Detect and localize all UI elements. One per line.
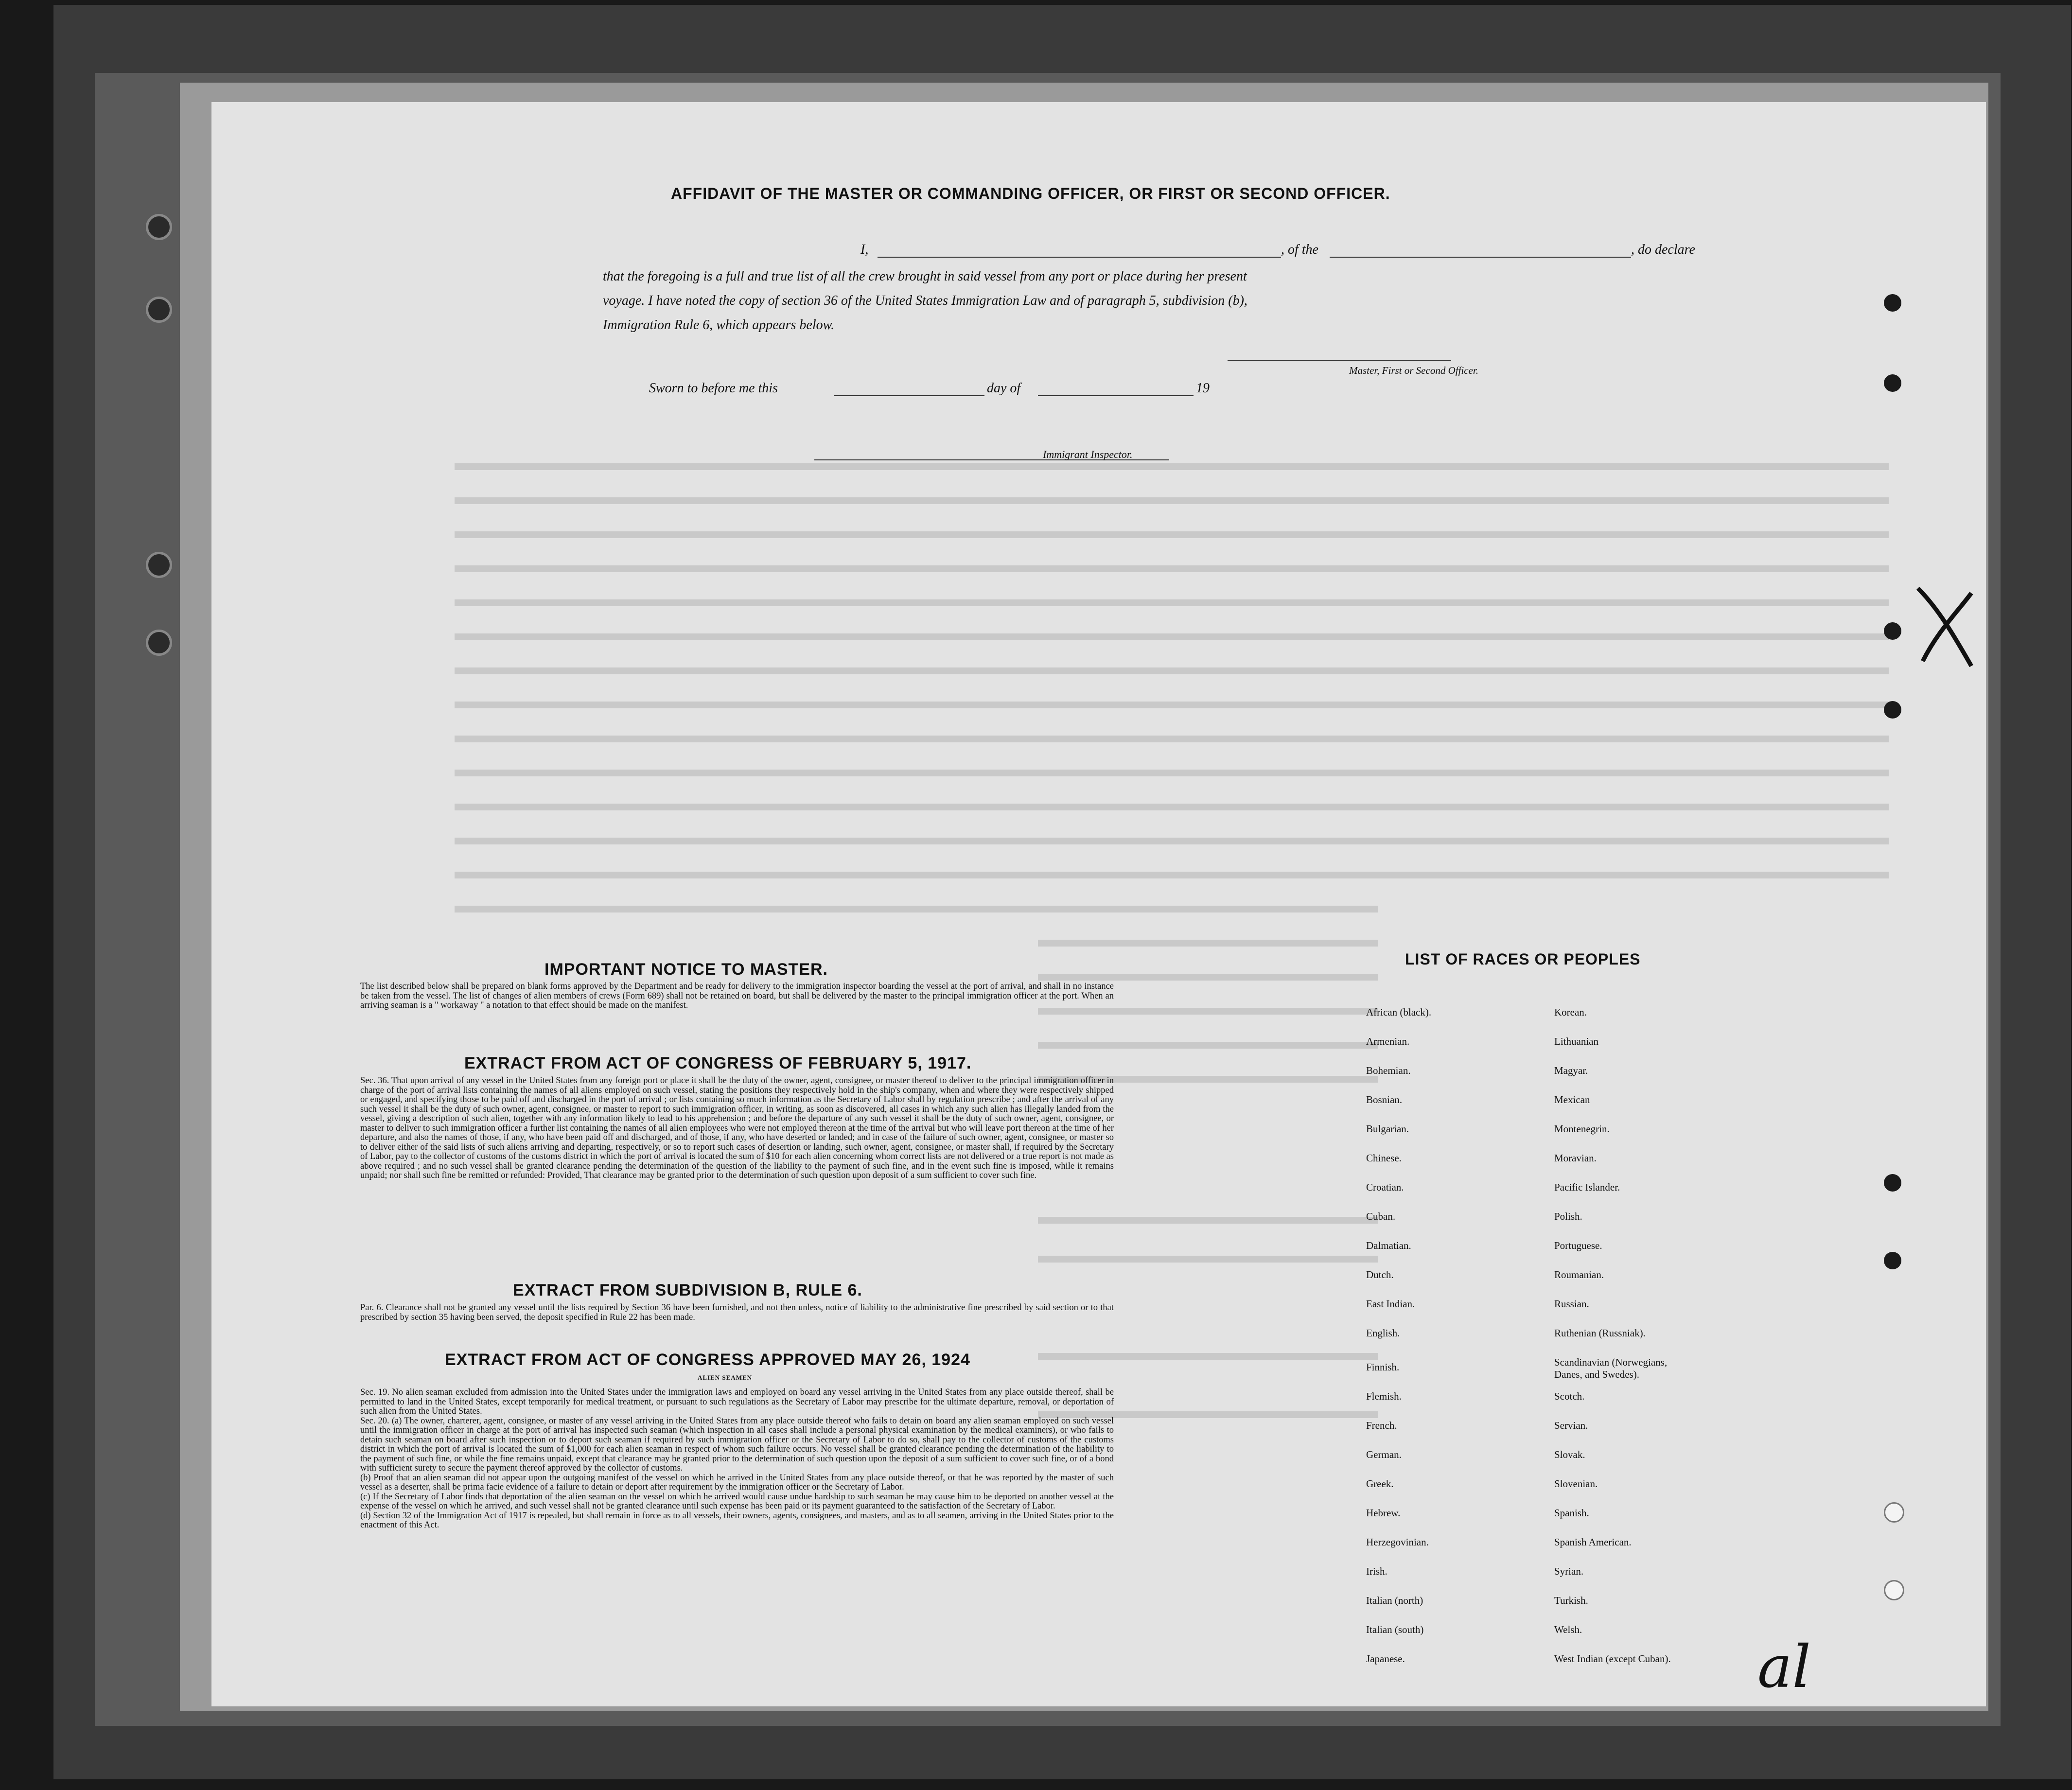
sworn-day-of: day of xyxy=(987,381,1021,396)
punch-hole-icon xyxy=(1884,1580,1904,1600)
binder-ring-icon xyxy=(146,214,172,240)
handwritten-x-mark-icon xyxy=(1908,579,1981,676)
affidavit-i: I, xyxy=(860,242,869,257)
position-blank-line xyxy=(1330,257,1631,258)
race-item: Polish. xyxy=(1554,1211,1582,1222)
race-item: Korean. xyxy=(1554,1006,1587,1018)
sworn-text: Sworn to before me this xyxy=(649,381,778,396)
race-item: Portuguese. xyxy=(1554,1240,1602,1251)
race-item: African (black). xyxy=(1366,1006,1432,1018)
race-item: Japanese. xyxy=(1366,1653,1405,1665)
race-item: Spanish. xyxy=(1554,1507,1589,1519)
races-title: LIST OF RACES OR PEOPLES xyxy=(1405,950,1641,968)
race-item: Turkish. xyxy=(1554,1595,1588,1606)
race-item: Welsh. xyxy=(1554,1624,1582,1635)
race-item: Hebrew. xyxy=(1366,1507,1401,1519)
binder-ring-icon xyxy=(146,552,172,578)
race-item: Roumanian. xyxy=(1554,1269,1604,1281)
race-item: Magyar. xyxy=(1554,1065,1588,1076)
race-item: English. xyxy=(1366,1327,1400,1339)
affidavit-line-4: Immigration Rule 6, which appears below. xyxy=(603,317,835,333)
sworn-line xyxy=(649,381,1475,398)
handwritten-initials: al xyxy=(1757,1633,1811,1701)
race-item: Spanish American. xyxy=(1554,1536,1632,1548)
race-item: Moravian. xyxy=(1554,1152,1597,1164)
race-item: Bosnian. xyxy=(1366,1094,1403,1106)
alien-seamen-subtitle: ALIEN SEAMEN xyxy=(698,1374,753,1381)
race-item: Mexican xyxy=(1554,1094,1590,1106)
race-item: Russian. xyxy=(1554,1298,1589,1310)
punch-hole-icon xyxy=(1884,1174,1901,1192)
race-item: Syrian. xyxy=(1554,1565,1584,1577)
race-item: Irish. xyxy=(1366,1565,1387,1577)
sworn-year: 19 xyxy=(1196,381,1210,396)
affidavit-of-the: , of the xyxy=(1281,242,1318,257)
race-item: Flemish. xyxy=(1366,1390,1402,1402)
name-blank-line xyxy=(878,257,1281,258)
sworn-day-blank xyxy=(834,395,984,396)
punch-hole-icon xyxy=(1884,1252,1901,1269)
binder-ring-icon xyxy=(146,297,172,323)
punch-hole-icon xyxy=(1884,374,1901,392)
notice-title: IMPORTANT NOTICE TO MASTER. xyxy=(544,960,828,979)
race-item: Italian (south) xyxy=(1366,1624,1424,1635)
inspector-caption: Immigrant Inspector. xyxy=(1043,448,1133,460)
race-item: Croatian. xyxy=(1366,1181,1404,1193)
signature-line xyxy=(1228,360,1451,361)
race-item: Lithuanian xyxy=(1554,1035,1598,1047)
affidavit-line-1 xyxy=(649,242,1767,260)
race-item: Montenegrin. xyxy=(1554,1123,1610,1135)
race-item: French. xyxy=(1366,1420,1397,1431)
affidavit-line-2: that the foregoing is a full and true list of all the crew brought in said vessel from any port or place during her present xyxy=(603,269,1247,284)
binder-ring-icon xyxy=(146,630,172,656)
affidavit-line-3: voyage. I have noted the copy of section 36 of the United States Immigration Law and of paragraph 5, subdivision (b), xyxy=(603,293,1247,308)
race-item: East Indian. xyxy=(1366,1298,1415,1310)
notice-text: The list described below shall be prepared on blank forms approved by the Department and be ready for delivery to the immigration inspector boarding the vessel at the port of arrival, and shall in no instance be taken from the vessel. The list of changes of alien members of crews (Form 689) shall not be retained on board, but shall be delivered by the master to the principal immigration officer at the port. When an arriving seaman is a " workaway " a notation to that effect should be made on the manifest. xyxy=(360,982,1114,1010)
race-item: Italian (north) xyxy=(1366,1595,1423,1606)
race-item: German. xyxy=(1366,1449,1402,1460)
document-page xyxy=(211,102,1986,1706)
affidavit-title: AFFIDAVIT OF THE MASTER OR COMMANDING OFFICER, OR FIRST OR SECOND OFFICER. xyxy=(671,185,1390,202)
race-item: Bulgarian. xyxy=(1366,1123,1409,1135)
sworn-month-blank xyxy=(1038,395,1194,396)
race-item: Armenian. xyxy=(1366,1035,1410,1047)
rule6-title: EXTRACT FROM SUBDIVISION B, RULE 6. xyxy=(513,1281,862,1299)
rule6-text: Par. 6. Clearance shall not be granted any vessel until the lists required by Section 36 have been furnished, and not then unless, notice of liability to the administrative fine prescribed by said section or to that prescribed by section 35 having been served, the deposit specified in Rule 22 has been made. xyxy=(360,1303,1114,1322)
race-item: Greek. xyxy=(1366,1478,1394,1490)
race-item: Dalmatian. xyxy=(1366,1240,1411,1251)
extract-1924-text: Sec. 19. No alien seaman excluded from admission into the United States under the immigration laws and employed on board any vessel arriving in the United States from any place outside thereof, shall be permitted to land in the United States, except temporarily for medical treatment, or pursuant to such regulations as the Secretary of Labor may prescribe for the ultimate departure, removal, or deportation of such alien from the United States. Sec. 20. (a) The owner, charterer, agent, consignee, or master of any vessel arriving in the United States from any place outside thereof who fails to detain on board any alien seaman employed on such vessel until the immigration officer in charge at the port of arrival has inspected such seaman (which inspection in all cases shall include a personal physical examination by the medical examiners), or who fails to detain such seaman on board after such inspection or to deport such seaman if required by such immigration officer or the Secretary of Labor to do so, shall pay to the collector of customs of the customs district in which the port of arrival is located the sum of $1,000 for each alien seaman in respect of whom such failure occurs. No vessel shall be granted clearance pending the determination of the liability to the payment of such fine, or while the fine remains unpaid, except that clearance may be granted prior to the determination of such question upon the deposit of a sum sufficient to cover such fine, or of a bond with sufficient surety to secure the payment thereof approved by the collector of customs. (b) Proof that an alien seaman did not appear upon the outgoing manifest of the vessel on which he arrived in the United States from any place outside thereof, or that he was reported by the master of such vessel as a deserter, shall be prima facie evidence of a failure to detain or deport after requirement by the immigration officer or the Secretary of Labor. (c) If the Secretary of Labor finds that deportation of the alien seaman on the vessel on which he arrived would cause undue hardship to such seaman he may cause him to be deported on another vessel at the expense of the vessel on which he arrived, and such vessel shall not be granted clearance until such expense has been paid or its payment guaranteed to the satisfaction of the Secretary of Labor. (d) Section 32 of the Immigration Act of 1917 is repealed, but shall remain in force as to all vessels, their owners, agents, consignees, and masters, and as to all seamen, arriving in the United States prior to the enactment of this Act. xyxy=(360,1387,1114,1530)
punch-hole-icon xyxy=(1884,701,1901,719)
race-item: Slovak. xyxy=(1554,1449,1585,1460)
extract-1917-text: Sec. 36. That upon arrival of any vessel in the United States from any foreign port or place it shall be the duty of the owner, agent, consignee, or master thereof to deliver to the principal immigration officer in charge of the port of arrival lists containing the names of all aliens employed on such vessel, stating the positions they respectively hold in the ship's company, when and where they were respectively shipped or engaged, and specifying those to be paid off and discharged in the port of arrival ; or lists containing so much information as the Secretary of Labor shall by regulation prescribe ; and after the arrival of any such vessel it shall be the duty of such owner, agent, consignee, or master to report to such immigration officer, in writing, as soon as discovered, all cases in which any such alien has illegally landed from the vessel, giving a description of such alien, together with any information likely to lead to his apprehension ; and before the departure of any such vessel it shall be the duty of such owner, agent, consignee, or master to deliver to such immigration officer a further list containing the names of all alien employees who were not employed thereon at the time of the arrival but who will leave port thereon at the time of her departure, and also the names of those, if any, who have been paid off and discharged, and of those, if any, who have deserted or landed; and in case of the failure of such owner, agent, consignee, or master so to deliver either of the said lists of such aliens arriving and departing, respectively, or so to report such cases of desertion or landing, such owner, agent, consignee, or master shall, if required by the Secretary of Labor, pay to the collector of customs of the customs district in which the port of arrival is located the sum of $10 for each alien concerning whom correct lists are not delivered or a true report is not made as above required ; and no such vessel shall be granted clearance pending the determination of the question of the liability to the payment of such fine, and in the event such fine is imposed, while it remains unpaid; nor shall such fine be remitted or refunded: Provided, That clearance may be granted prior to the determination of such question upon deposit of a sum sufficient to cover such fine. xyxy=(360,1076,1114,1180)
race-item: Cuban. xyxy=(1366,1211,1396,1222)
race-item: West Indian (except Cuban). xyxy=(1554,1653,1671,1665)
race-item: Ruthenian (Russniak). xyxy=(1554,1327,1646,1339)
race-item: Dutch. xyxy=(1366,1269,1394,1281)
punch-hole-icon xyxy=(1884,1502,1904,1523)
affidavit-do-declare: , do declare xyxy=(1631,242,1695,257)
punch-hole-icon xyxy=(1884,294,1901,312)
extract-1917-title: EXTRACT FROM ACT OF CONGRESS OF FEBRUARY 5, 1917. xyxy=(464,1054,972,1072)
race-item: Pacific Islander. xyxy=(1554,1181,1620,1193)
race-item: Scandinavian (Norwegians, Danes, and Swedes). xyxy=(1554,1356,1668,1380)
race-item: Scotch. xyxy=(1554,1390,1585,1402)
race-item: Finnish. xyxy=(1366,1361,1400,1373)
race-item: Bohemian. xyxy=(1366,1065,1411,1076)
race-item: Chinese. xyxy=(1366,1152,1402,1164)
race-item: Servian. xyxy=(1554,1420,1588,1431)
punch-hole-icon xyxy=(1884,622,1901,640)
signature-caption: Master, First or Second Officer. xyxy=(1349,365,1478,376)
race-item: Slovenian. xyxy=(1554,1478,1598,1490)
extract-1924-title: EXTRACT FROM ACT OF CONGRESS APPROVED MAY 26, 1924 xyxy=(445,1351,970,1369)
race-item: Herzegovinian. xyxy=(1366,1536,1429,1548)
